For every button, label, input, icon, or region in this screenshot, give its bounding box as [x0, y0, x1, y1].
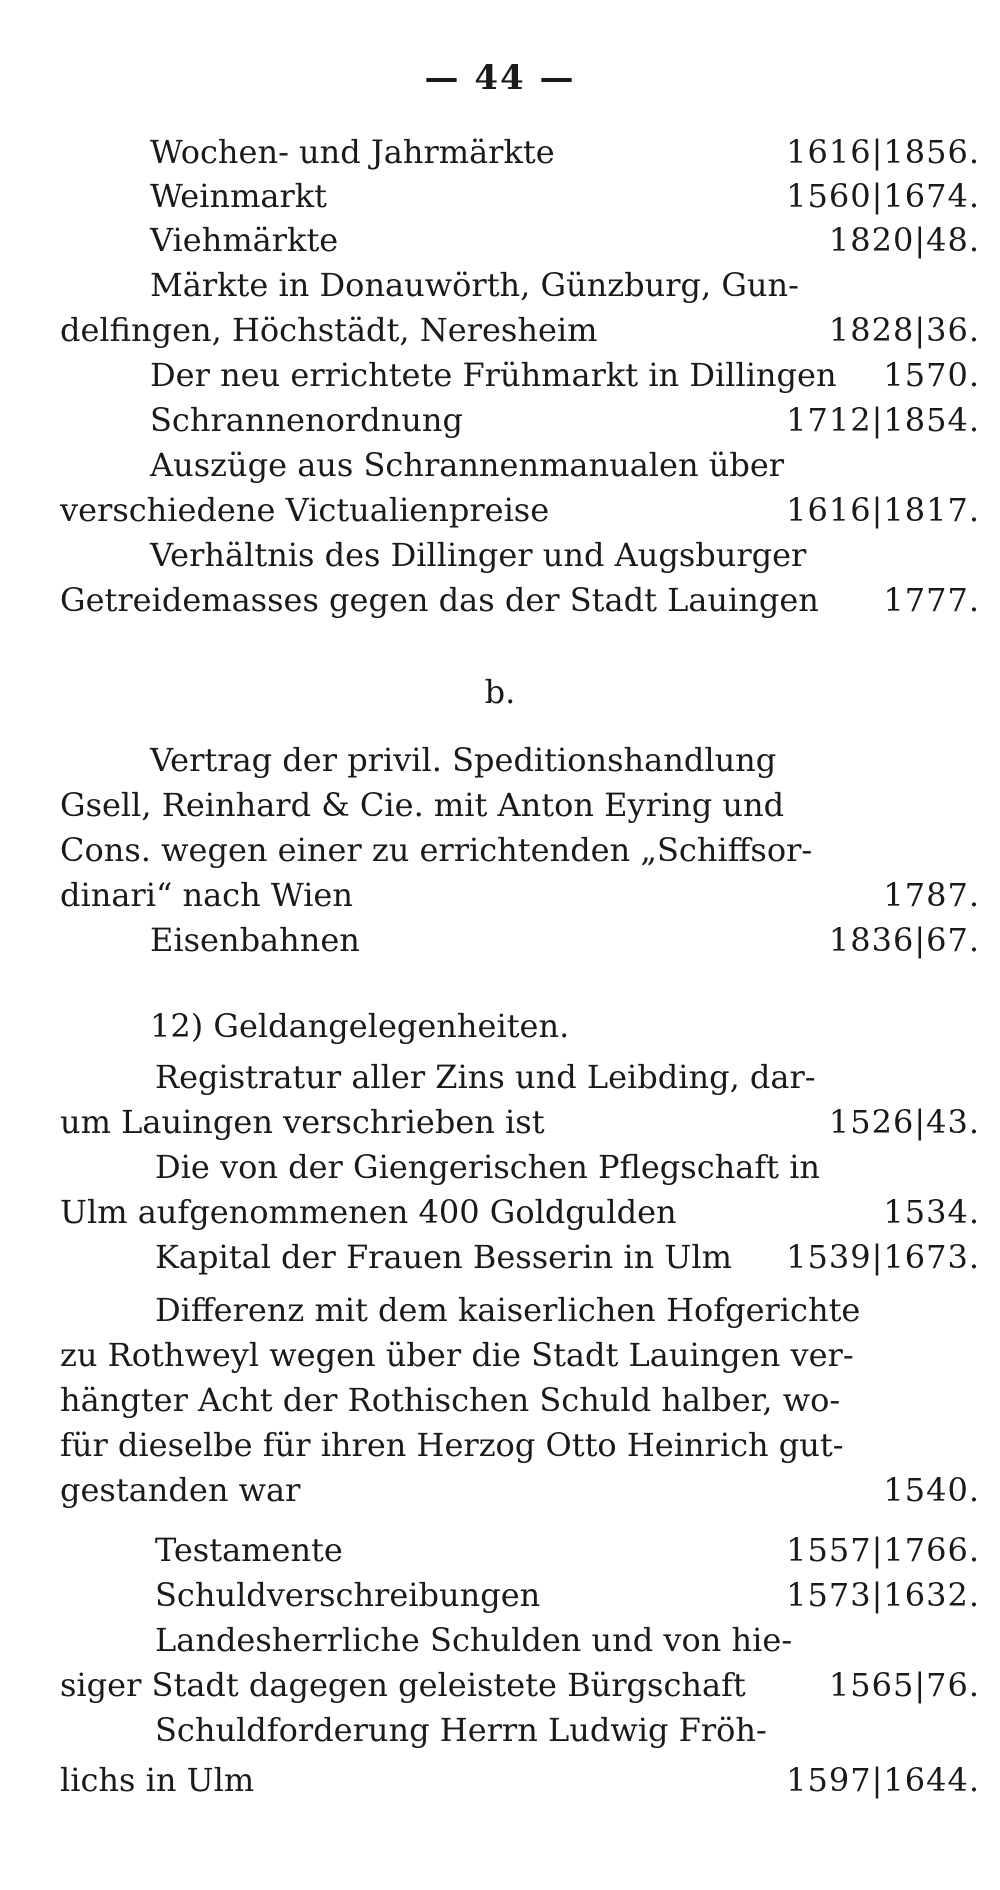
entry-date: 1597|1644. — [786, 1761, 980, 1799]
entry-date: 1539|1673. — [786, 1238, 980, 1276]
entry-text: zu Rothweyl wegen über die Stadt Lauingen ver- — [60, 1336, 854, 1374]
entry-text: Märkte in Donauwörth, Günzburg, Gun- — [150, 266, 799, 304]
entry-text: Die von der Giengerischen Pflegschaft in — [155, 1148, 821, 1186]
entry-date: 1836|67. — [828, 921, 980, 959]
entry-text: um Lauingen verschrieben ist — [60, 1103, 545, 1141]
entry-text: Vertrag der privil. Speditionshandlung — [150, 741, 777, 779]
entry-date: 1712|1854. — [786, 401, 980, 439]
entry-text: verschiedene Victualienpreise — [60, 491, 550, 529]
entry-text: Der neu errichtete Frühmarkt in Dillingen — [150, 356, 837, 394]
page-number: — 44 — — [424, 58, 576, 98]
entry-date: 1557|1766. — [786, 1531, 980, 1569]
entry-date: 1560|1674. — [786, 177, 980, 215]
entry-text: Getreidemasses gegen das der Stadt Lauingen — [60, 581, 819, 619]
entry-date: 1616|1856. — [786, 133, 980, 171]
entry-text: Kapital der Frauen Besserin in Ulm — [155, 1238, 732, 1276]
entry-text: Cons. wegen einer zu errichtenden „Schiffsor- — [60, 831, 813, 869]
entry-text: Verhältnis des Dillinger und Augsburger — [150, 536, 807, 574]
entry-text: Ulm aufgenommenen 400 Goldgulden — [60, 1193, 677, 1231]
entry-text: Registratur aller Zins und Leibding, dar- — [155, 1058, 816, 1096]
entry-date: 1828|36. — [828, 311, 980, 349]
entry-text: delfingen, Höchstädt, Neresheim — [60, 311, 598, 349]
entry-text: Schrannenordnung — [150, 401, 463, 439]
entry-text: siger Stadt dagegen geleistete Bürgschaft — [60, 1666, 746, 1704]
entry-date: 1565|76. — [828, 1666, 980, 1704]
section-label: b. — [484, 673, 516, 711]
entry-text: Eisenbahnen — [150, 921, 360, 959]
entry-text: Wochen- und Jahrmärkte — [150, 133, 555, 171]
entry-text: Differenz mit dem kaiserlichen Hofgerichte — [155, 1291, 861, 1329]
entry-text: Landesherrliche Schulden und von hie- — [155, 1621, 793, 1659]
entry-text: gestanden war — [60, 1471, 301, 1509]
entry-text: Testamente — [155, 1531, 343, 1569]
entry-date: 1616|1817. — [786, 491, 980, 529]
entry-date: 1573|1632. — [786, 1576, 980, 1614]
entry-text: Weinmarkt — [150, 177, 328, 215]
entry-date: 1777. — [883, 581, 980, 619]
entry-text: Gsell, Reinhard & Cie. mit Anton Eyring und — [60, 786, 785, 824]
entry-date: 1534. — [883, 1193, 980, 1231]
entry-text: Schuldforderung Herrn Ludwig Fröh- — [155, 1711, 767, 1749]
entry-text: Schuldverschreibungen — [155, 1576, 541, 1614]
entry-text: für dieselbe für ihren Herzog Otto Heinrich gut- — [60, 1426, 844, 1464]
entry-text: lichs in Ulm — [60, 1761, 255, 1799]
entry-text: hängter Acht der Rothischen Schuld halber, wo- — [60, 1381, 841, 1419]
entry-text: Viehmärkte — [150, 221, 339, 259]
entry-text: Auszüge aus Schrannenmanualen über — [150, 446, 785, 484]
entry-date: 1526|43. — [828, 1103, 980, 1141]
entry-text: dinari“ nach Wien — [60, 876, 353, 914]
entry-date: 1540. — [883, 1471, 980, 1509]
section-heading: 12) Geldangelegenheiten. — [150, 1007, 570, 1045]
entry-date: 1787. — [883, 876, 980, 914]
entry-date: 1820|48. — [828, 221, 980, 259]
entry-date: 1570. — [883, 356, 980, 394]
